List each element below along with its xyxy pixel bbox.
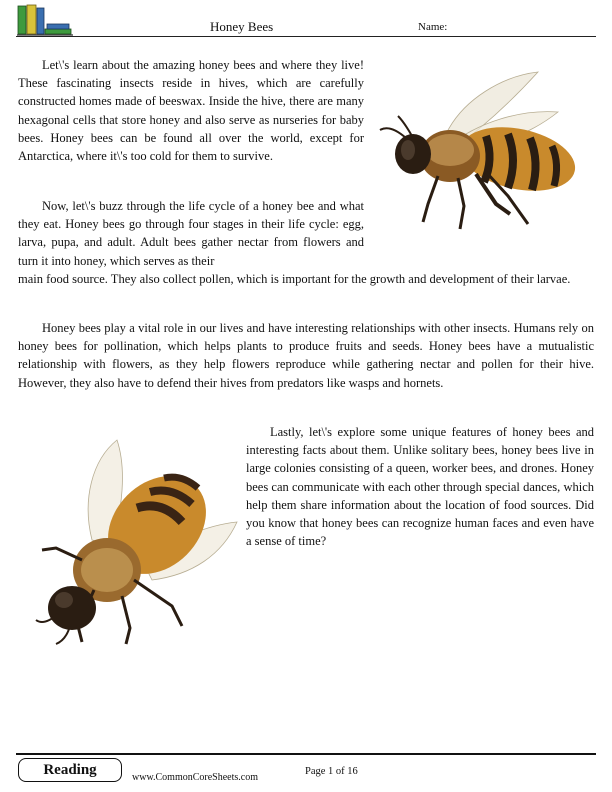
name-label: Name:	[418, 21, 448, 33]
page-number: Page 1 of 16	[305, 766, 358, 777]
footer-divider	[16, 753, 596, 755]
site-url: www.CommonCoreSheets.com	[132, 772, 259, 783]
paragraph-unique-features: Lastly, let\'s explore some unique features of honey bees and interesting facts about them. Unlike solitary bees, honey bees live in large colonies consisting of a queen, worker bees, and drones. Honey bees can communicate with each other through special dances, which help them share information about the location of food sources. Did you know that honey bees can recognize human faces and even have a sense of time?	[246, 425, 594, 549]
subject-badge	[18, 758, 122, 782]
honey-bee-side-photo	[368, 64, 592, 244]
subject-badge-label: Reading	[43, 762, 97, 778]
books-icon	[16, 4, 76, 38]
honey-bee-top-photo	[22, 430, 244, 652]
page-title: Honey Bees	[210, 19, 274, 34]
paragraph-role: Honey bees play a vital role in our lives and have interesting relationships with other insects. Humans rely on honey bees for pollination, which helps plants to produce fruits and seeds. Honey bees have a mutualistic relationship with flowers, as they help flowers reproduce while gathering nectar and pollen for their hive. However, they also have to defend their hives from predators like wasps and hornets.	[18, 321, 594, 390]
header-divider	[16, 36, 596, 37]
paragraph-life-cycle: Now, let\'s buzz through the life cycle of a honey bee and what they eat. Honey bees go through four stages in their life cycle: egg, larva, pupa, and adult. Adult bees gather nectar from flowers and turn it into honey, which serves as their	[18, 199, 364, 268]
worksheet-header	[0, 0, 612, 40]
paragraph-life-cycle-continued: main food source. They also collect pollen, which is important for the growth and development of their larvae.	[18, 272, 571, 286]
paragraph-habitat: Let\'s learn about the amazing honey bees and where they live! These fascinating insects reside in hives, which are carefully constructed homes made of beeswax. Inside the hive, there are many hexagonal cells that store honey and also serve as nurseries for baby bees. Honey bees can be found all over the world, except for Antarctica, where it\'s too cold for them to survive.	[18, 58, 364, 164]
